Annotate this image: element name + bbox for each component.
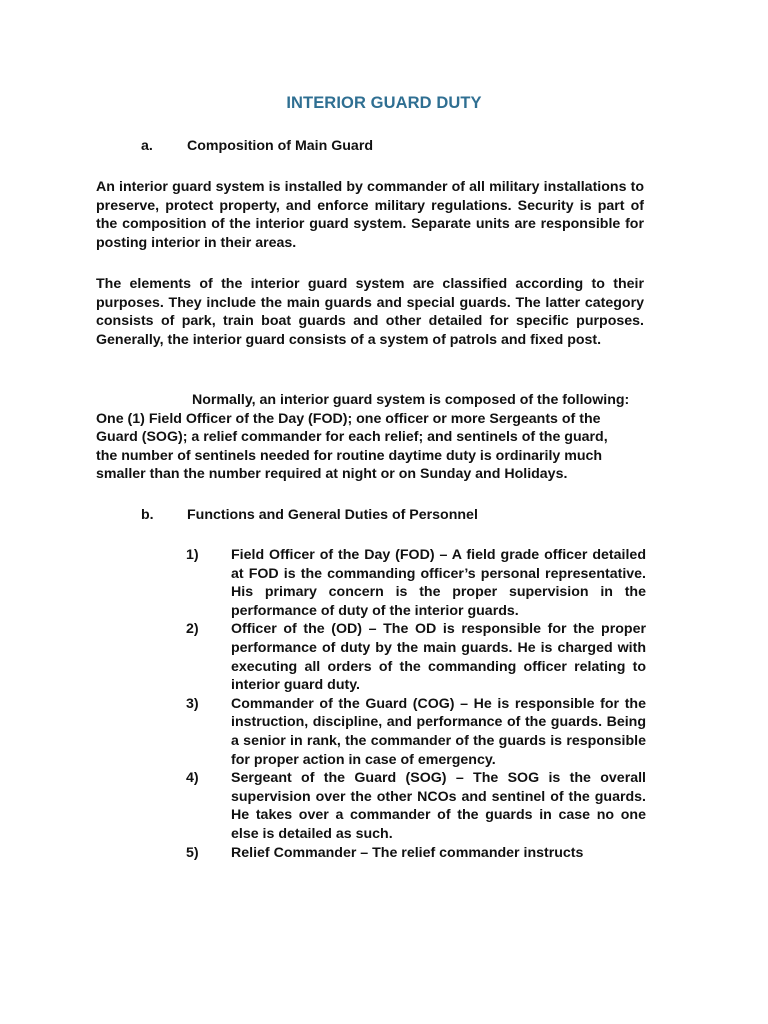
section-a-marker: a. xyxy=(141,138,153,154)
section-b-heading xyxy=(141,507,478,523)
list-item xyxy=(186,620,646,694)
list-item-number: 2) xyxy=(186,621,199,638)
paragraph-3-line: smaller than the number required at night or on Sunday and Holidays. xyxy=(96,466,568,483)
list-item xyxy=(186,769,646,843)
list-item-text: Sergeant of the Guard (SOG) – The SOG is the overall supervision over the other NCOs and sentinel of the guards. He takes over a commander of the guards in case no one else is detailed as such. xyxy=(231,770,646,842)
section-a-title: Composition of Main Guard xyxy=(187,138,374,154)
list-item xyxy=(186,844,646,863)
duties-list xyxy=(186,546,646,862)
paragraph-2: The elements of the interior guard system are classified according to their purposes. They include the main guards and special guards. The latter category consists of park, train boat guards and other detailed for specific purposes. Generally, the interior guard consists of a system of patrols and fixed post. xyxy=(96,276,644,348)
paragraph-1: An interior guard system is installed by commander of all military installations to preserve, protect property, and enforce military regulations. Security is part of the composition of the interior guard system. Separate units are responsible for posting interior in their areas. xyxy=(96,179,644,251)
list-item-number: 5) xyxy=(186,844,199,861)
list-item-number: 4) xyxy=(186,770,199,787)
list-item xyxy=(186,546,646,620)
paragraph-3 xyxy=(96,391,658,484)
list-item-text: Commander of the Guard (COG) – He is responsible for the instruction, discipline, and performance of the guards. Being a senior in rank, the commander of the guards is responsible for proper action in case of emergency. xyxy=(231,695,646,768)
list-item-number: 1) xyxy=(186,547,199,563)
paragraph-3-line: One (1) Field Officer of the Day (FOD); one officer or more Sergeants of the xyxy=(96,410,601,427)
section-b-title: Functions and General Duties of Personnel xyxy=(187,507,478,523)
paragraph-3-line: Guard (SOG); a relief commander for each relief; and sentinels of the guard, xyxy=(96,429,608,446)
section-a-heading xyxy=(141,138,373,154)
section-b-marker: b. xyxy=(141,507,154,523)
document-title: INTERIOR GUARD DUTY xyxy=(286,94,482,112)
list-item-number: 3) xyxy=(186,695,199,712)
list-item-text: Relief Commander – The relief commander instructs xyxy=(231,844,584,861)
paragraph-3-line: Normally, an interior guard system is composed of the following: xyxy=(192,392,630,408)
list-item-text: Field Officer of the Day (FOD) – A field grade officer detailed at FOD is the commanding officer’s personal representative. His primary concern is the proper supervision in the performance of duty of the interior guards. xyxy=(231,547,646,619)
list-item-text: Officer of the (OD) – The OD is responsible for the proper performance of duty by the main guards. He is charged with executing all orders of the commanding officer relating to interior guard duty. xyxy=(231,621,646,694)
list-item xyxy=(186,695,646,769)
paragraph-3-line: the number of sentinels needed for routine daytime duty is ordinarily much xyxy=(96,447,603,464)
